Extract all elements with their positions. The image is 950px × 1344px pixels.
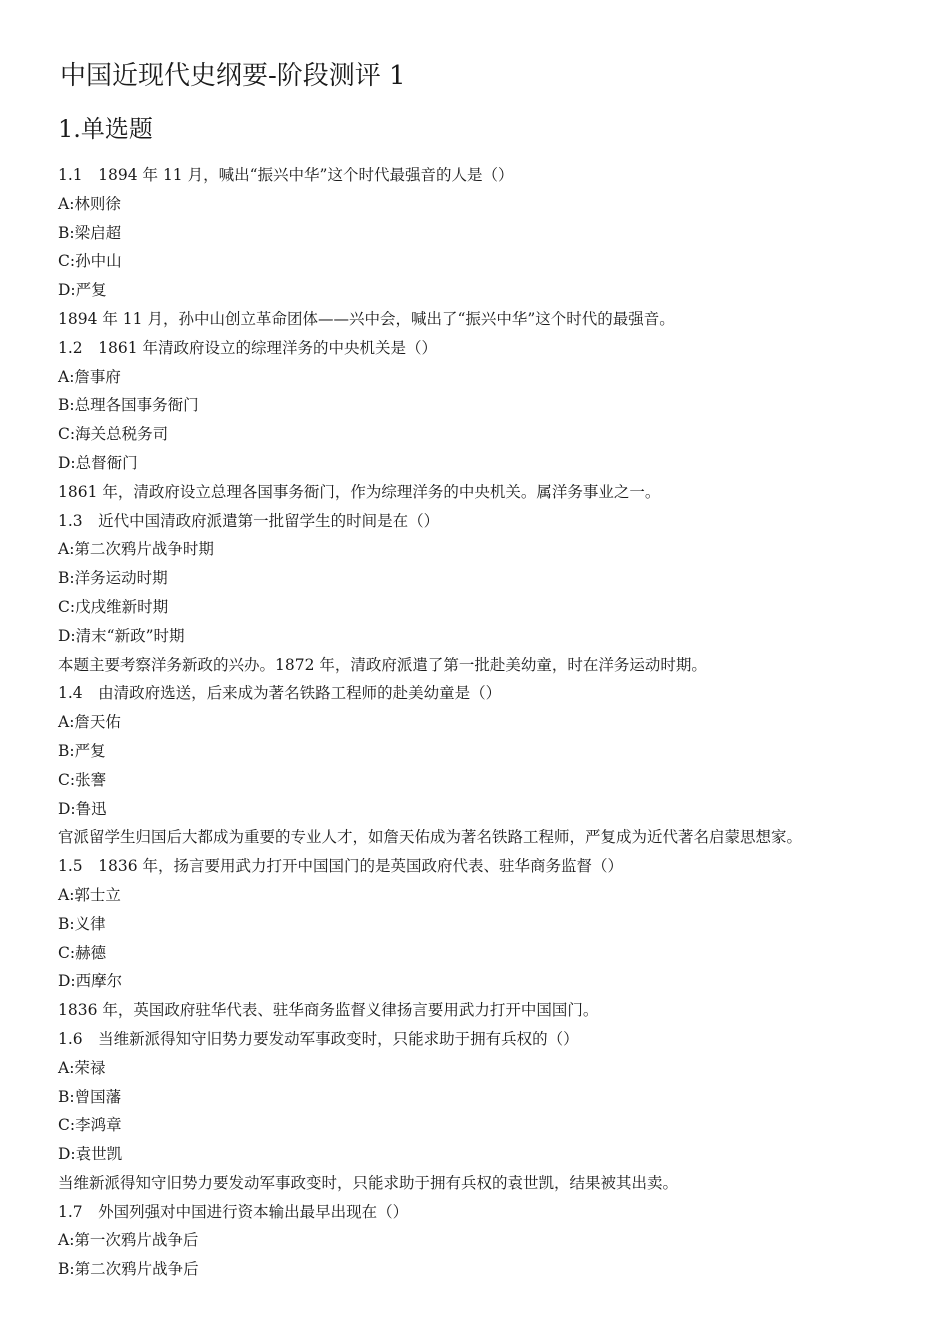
answer-option: A:詹事府 [58, 367, 121, 386]
answer-option: A:林则徐 [58, 194, 121, 213]
answer-option: D:总督衙门 [58, 453, 138, 472]
explanation-text: 官派留学生归国后大都成为重要的专业人才，如詹天佑成为著名铁路工程师，严复成为近代著名启蒙思想家。 [58, 828, 803, 847]
answer-option: B:第二次鸦片战争后 [58, 1260, 199, 1279]
answer-option: A:郭士立 [58, 885, 121, 904]
answer-option: B:义律 [58, 914, 106, 933]
answer-option: C:赫德 [58, 943, 107, 962]
answer-option: A:第一次鸦片战争后 [58, 1231, 199, 1250]
question-list [58, 161, 938, 1284]
answer-option: D:严复 [58, 281, 107, 300]
answer-option: C:戊戌维新时期 [58, 597, 169, 616]
answer-option: C:张謇 [58, 770, 107, 789]
question-text: 1.7 外国列强对中国进行资本输出最早出现在（） [58, 1202, 409, 1221]
answer-option: B:严复 [58, 741, 106, 760]
answer-option: B:洋务运动时期 [58, 569, 168, 588]
question-text: 1.3 近代中国清政府派遣第一批留学生的时间是在（） [58, 511, 440, 530]
answer-option: C:李鸿章 [58, 1116, 122, 1135]
document-title: 中国近现代史纲要-阶段测评 1 [60, 61, 406, 91]
answer-option: A:詹天佑 [58, 713, 121, 732]
answer-option: D:袁世凯 [58, 1145, 123, 1164]
answer-option: D:清末“新政”时期 [58, 626, 185, 645]
answer-option: B:曾国藩 [58, 1087, 122, 1106]
explanation-text: 1836 年，英国政府驻华代表、驻华商务监督义律扬言要用武力打开中国国门。 [58, 1001, 599, 1020]
explanation-text: 当维新派得知守旧势力要发动军事政变时，只能求助于拥有兵权的袁世凯，结果被其出卖。 [58, 1173, 679, 1192]
section-title: 1.单选题 [58, 115, 153, 143]
answer-option: C:孙中山 [58, 252, 122, 271]
answer-option: A:荣禄 [58, 1058, 106, 1077]
question-text: 1.6 当维新派得知守旧势力要发动军事政变时，只能求助于拥有兵权的（） [58, 1029, 579, 1048]
answer-option: D:西摩尔 [58, 972, 123, 991]
explanation-text: 1861 年，清政府设立总理各国事务衙门，作为综理洋务的中央机关。属洋务事业之一。 [58, 482, 661, 501]
question-text: 1.4 由清政府选送，后来成为著名铁路工程师的赴美幼童是（） [58, 684, 502, 703]
answer-option: C:海关总税务司 [58, 425, 169, 444]
question-text: 1.2 1861 年清政府设立的综理洋务的中央机关是（） [58, 338, 438, 357]
question-text: 1.1 1894 年 11 月，喊出“振兴中华”这个时代最强音的人是（） [58, 166, 514, 184]
question-text: 1.5 1836 年，扬言要用武力打开中国国门的是英国政府代表、驻华商务监督（） [58, 857, 624, 876]
explanation-text: 1894 年 11 月，孙中山创立革命团体——兴中会，喊出了“振兴中华”这个时代的最强音。 [58, 309, 675, 328]
answer-option: B:总理各国事务衙门 [58, 396, 199, 415]
answer-option: D:鲁迅 [58, 799, 107, 818]
answer-option: A:第二次鸦片战争时期 [58, 540, 214, 559]
explanation-text: 本题主要考察洋务新政的兴办。1872 年，清政府派遣了第一批赴美幼童，时在洋务运动时期。 [58, 655, 707, 674]
answer-option: B:梁启超 [58, 223, 122, 242]
